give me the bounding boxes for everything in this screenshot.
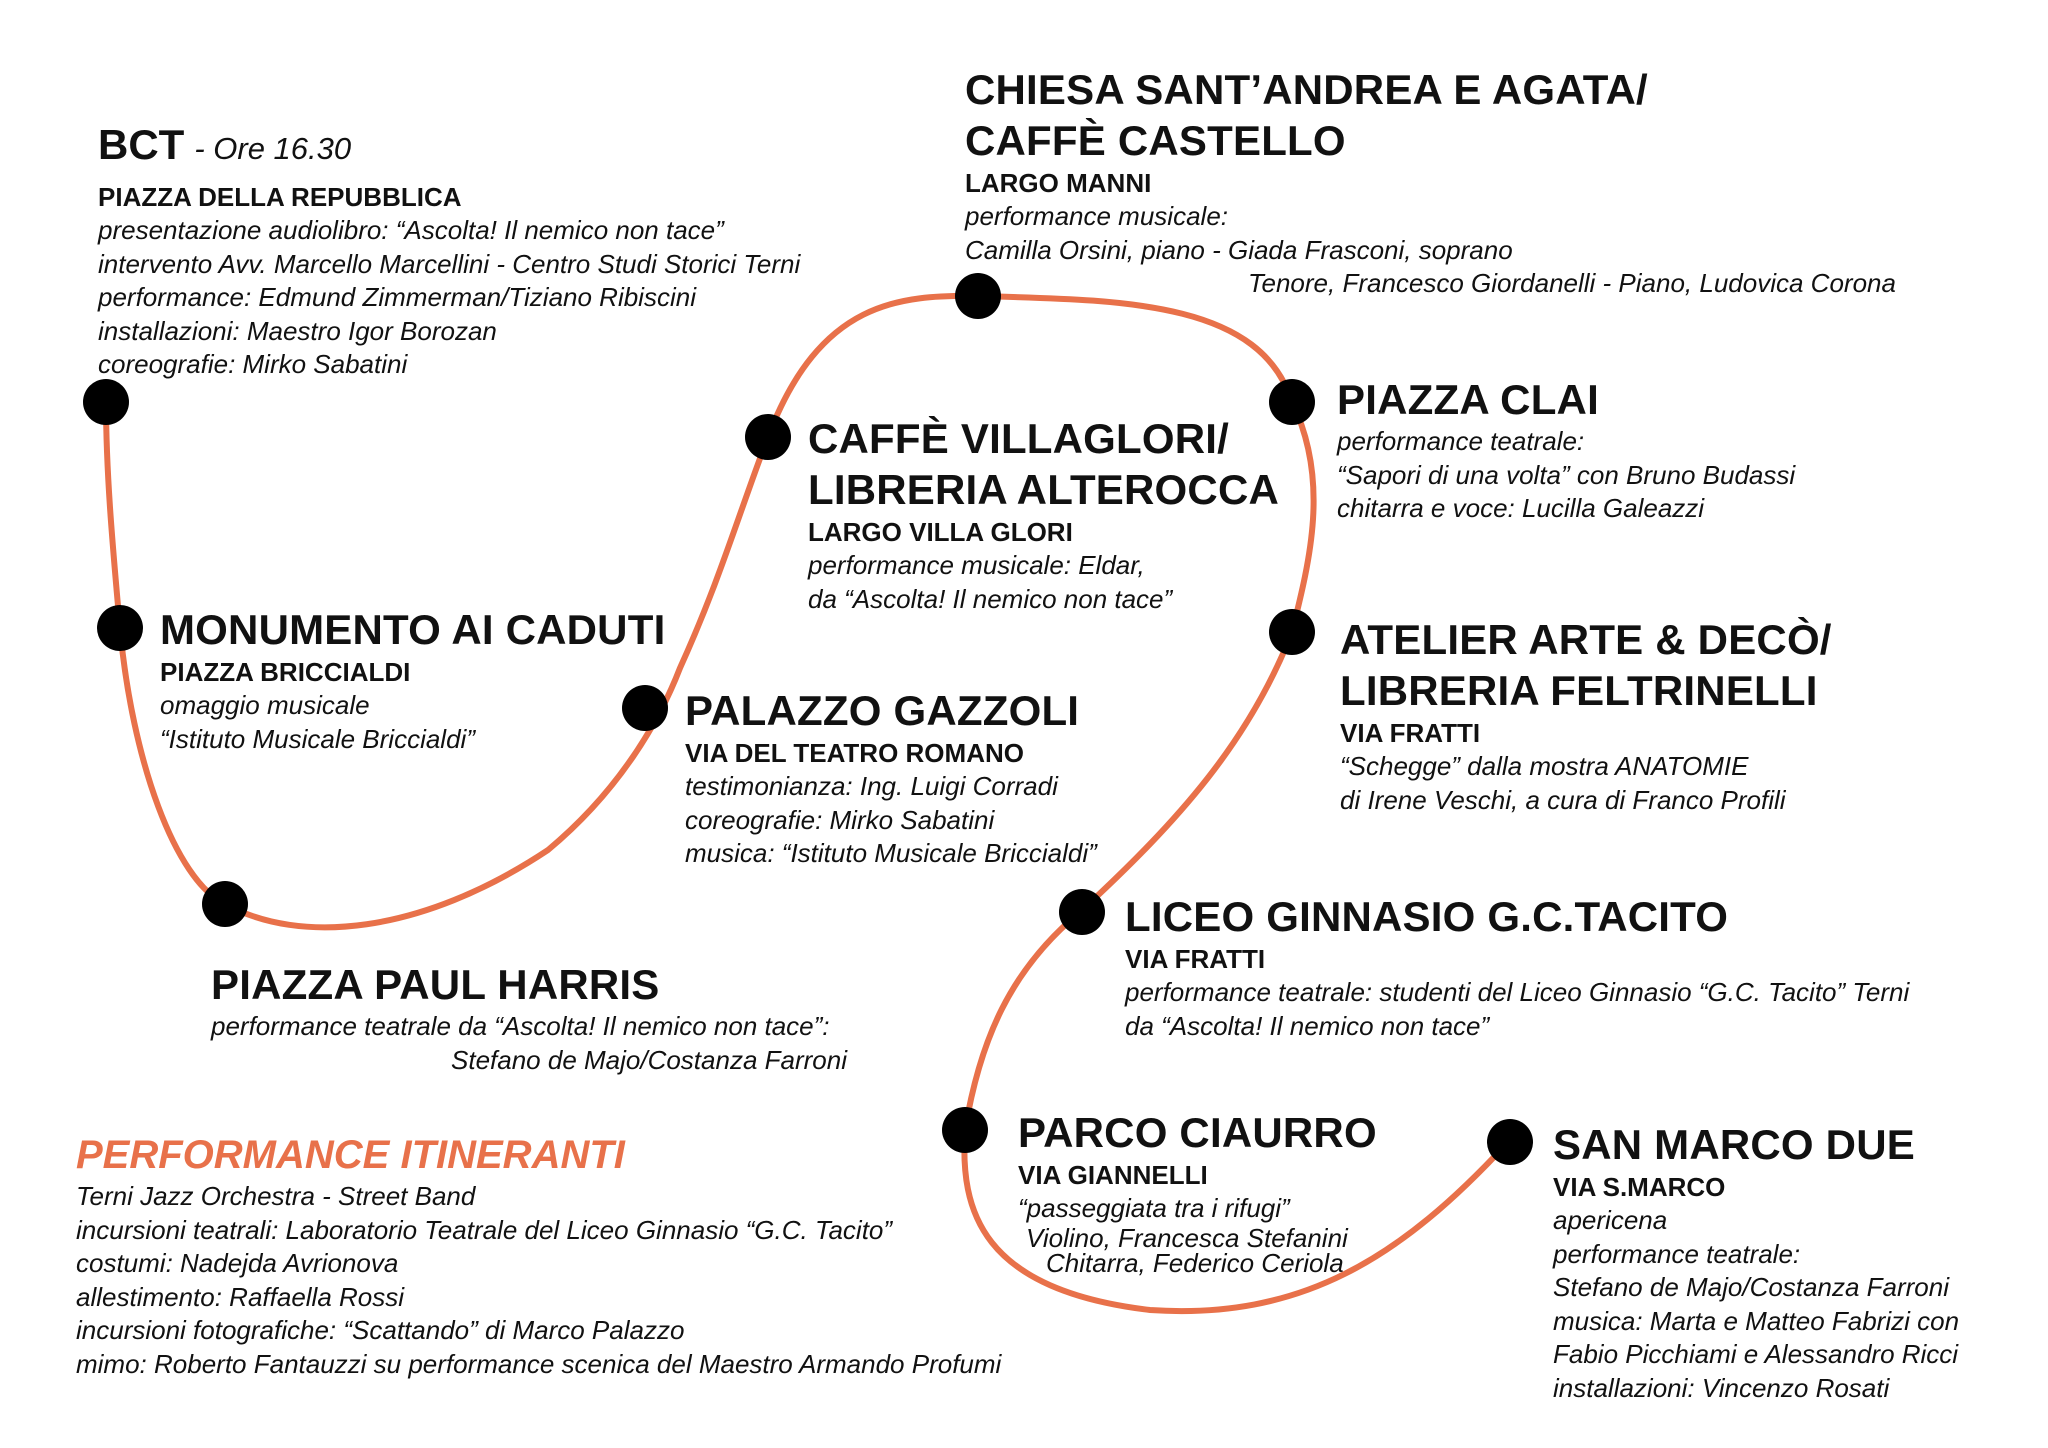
stop-chiesa-line: Tenore, Francesco Giordanelli - Piano, Ludovica Corona	[1248, 268, 1896, 298]
stop-ciaurro-title: PARCO CIAURRO	[1018, 1109, 1377, 1156]
stop-chiesa-subtitle: LARGO MANNI	[965, 168, 1152, 198]
itinerant-line: allestimento: Raffaella Rossi	[76, 1281, 405, 1312]
itinerant-line: incursioni fotografiche: “Scattando” di Marco Palazzo	[76, 1315, 685, 1345]
stop-atelier	[1340, 614, 1832, 817]
stop-gazzoli-title: PALAZZO GAZZOLI	[685, 687, 1080, 734]
stop-villaglori-line: performance musicale: Eldar,	[808, 550, 1145, 580]
stop-marker-villaglori[interactable]	[745, 414, 791, 460]
stop-monumento	[160, 604, 665, 756]
stop-ciaurro-line: Violino, Francesca Stefanini	[1026, 1222, 1348, 1253]
stop-sanmarco	[1553, 1119, 1959, 1405]
stop-harris	[211, 959, 847, 1077]
stop-liceo-subtitle: VIA FRATTI	[1125, 944, 1266, 974]
stop-villaglori-line: da “Ascolta! Il nemico non tace”	[808, 583, 1173, 614]
itinerant-line: costumi: Nadejda Avrionova	[76, 1248, 399, 1278]
stop-villaglori	[808, 413, 1279, 616]
itinerant-line: Terni Jazz Orchestra - Street Band	[76, 1181, 476, 1211]
stop-monumento-line: “Istituto Musicale Briccialdi”	[160, 723, 475, 754]
stop-clai-line: chitarra e voce: Lucilla Galeazzi	[1337, 493, 1705, 523]
itinerant-line: incursioni teatrali: Laboratorio Teatrale del Liceo Ginnasio “G.C. Tacito”	[76, 1214, 893, 1245]
stop-sanmarco-subtitle: VIA S.MARCO	[1553, 1172, 1726, 1202]
stop-sanmarco-line: performance teatrale:	[1553, 1238, 1801, 1269]
stop-ciaurro-line: Chitarra, Federico Ceriola	[1046, 1247, 1344, 1278]
stop-marker-sanmarco[interactable]	[1487, 1119, 1533, 1165]
stop-liceo-title: LICEO GINNASIO G.C.TACITO	[1125, 893, 1729, 940]
itinerant-line: mimo: Roberto Fantauzzi su performance scenica del Maestro Armando Profumi	[76, 1348, 1002, 1379]
stop-gazzoli-line: musica: “Istituto Musicale Briccialdi”	[685, 838, 1097, 868]
stop-marker-liceo[interactable]	[1059, 889, 1105, 935]
stop-villaglori-title: CAFFÈ VILLAGLORI/	[808, 415, 1230, 462]
stop-marker-monumento[interactable]	[97, 605, 143, 651]
stop-ciaurro-line: “passeggiata tra i rifugi”	[1018, 1193, 1290, 1223]
stop-marker-harris[interactable]	[202, 881, 248, 927]
stop-monumento-subtitle: PIAZZA BRICCIALDI	[160, 657, 411, 687]
stop-liceo	[1125, 891, 1909, 1043]
stop-clai-line: “Sapori di una volta” con Bruno Budassi	[1337, 459, 1796, 490]
stop-monumento-title: MONUMENTO AI CADUTI	[160, 606, 666, 653]
stop-bct-line: performance: Edmund Zimmerman/Tiziano Ribiscini	[98, 282, 696, 312]
stop-atelier-line: di Irene Veschi, a cura di Franco Profili	[1340, 784, 1786, 815]
stop-clai-line: performance teatrale:	[1337, 426, 1585, 456]
stop-atelier-title: LIBRERIA FELTRINELLI	[1340, 667, 1818, 714]
stop-atelier-subtitle: VIA FRATTI	[1340, 718, 1481, 748]
stop-clai	[1337, 374, 1795, 526]
stop-bct	[98, 120, 800, 382]
stop-sanmarco-line: Fabio Picchiami e Alessandro Ricci	[1553, 1339, 1959, 1369]
stop-liceo-line: performance teatrale: studenti del Liceo Ginnasio “G.C. Tacito” Terni	[1125, 977, 1910, 1007]
stop-atelier-title: ATELIER ARTE & DECÒ/	[1340, 616, 1832, 663]
stop-gazzoli-subtitle: VIA DEL TEATRO ROMANO	[685, 738, 1024, 768]
stop-sanmarco-title: SAN MARCO DUE	[1553, 1121, 1915, 1168]
stop-ciaurro-subtitle: VIA GIANNELLI	[1018, 1160, 1208, 1190]
stop-sanmarco-line: installazioni: Vincenzo Rosati	[1553, 1372, 1890, 1403]
stop-harris-line: performance teatrale da “Ascolta! Il nemico non tace”:	[211, 1011, 830, 1041]
stop-ciaurro	[1018, 1107, 1377, 1276]
stop-bct-line: presentazione audiolibro: “Ascolta! Il nemico non tace”	[98, 215, 724, 245]
stop-harris-line: Stefano de Majo/Costanza Farroni	[451, 1044, 847, 1075]
stop-gazzoli-line: testimonianza: Ing. Luigi Corradi	[685, 771, 1058, 801]
stop-bct-time: - Ore 16.30	[194, 131, 352, 166]
stop-harris-title: PIAZZA PAUL HARRIS	[211, 961, 660, 1008]
stop-chiesa-title: CHIESA SANT’ANDREA E AGATA/	[965, 66, 1648, 113]
stop-gazzoli	[685, 685, 1097, 871]
stop-clai-title: PIAZZA CLAI	[1337, 376, 1599, 423]
stop-monumento-line: omaggio musicale	[160, 690, 370, 720]
stop-liceo-line: da “Ascolta! Il nemico non tace”	[1125, 1010, 1490, 1041]
stop-marker-bct[interactable]	[83, 379, 129, 425]
itinerant-title: PERFORMANCE ITINERANTI	[76, 1133, 625, 1177]
stop-sanmarco-line: apericena	[1553, 1205, 1668, 1235]
stop-villaglori-title: LIBRERIA ALTEROCCA	[808, 466, 1280, 513]
stop-chiesa-line: Camilla Orsini, piano - Giada Frasconi, soprano	[965, 234, 1513, 265]
stop-bct-subtitle: PIAZZA DELLA REPUBBLICA	[98, 182, 462, 212]
stop-sanmarco-line: musica: Marta e Matteo Fabrizi con	[1553, 1305, 1960, 1336]
stop-chiesa	[965, 64, 1896, 301]
stop-gazzoli-line: coreografie: Mirko Sabatini	[685, 804, 995, 835]
stop-atelier-line: “Schegge” dalla mostra ANATOMIE	[1340, 751, 1749, 781]
stop-villaglori-subtitle: LARGO VILLA GLORI	[808, 517, 1073, 547]
itinerant-section	[76, 1130, 1001, 1381]
stop-chiesa-line: performance musicale:	[965, 201, 1228, 231]
stop-bct-line: intervento Avv. Marcello Marcellini - Centro Studi Storici Terni	[98, 248, 801, 279]
stop-sanmarco-line: Stefano de Majo/Costanza Farroni	[1553, 1272, 1949, 1302]
stop-bct-line: installazioni: Maestro Igor Borozan	[98, 315, 497, 346]
stop-bct-title: BCT	[98, 121, 185, 168]
stop-chiesa-title: CAFFÈ CASTELLO	[965, 117, 1346, 164]
stop-bct-line: coreografie: Mirko Sabatini	[98, 349, 408, 379]
